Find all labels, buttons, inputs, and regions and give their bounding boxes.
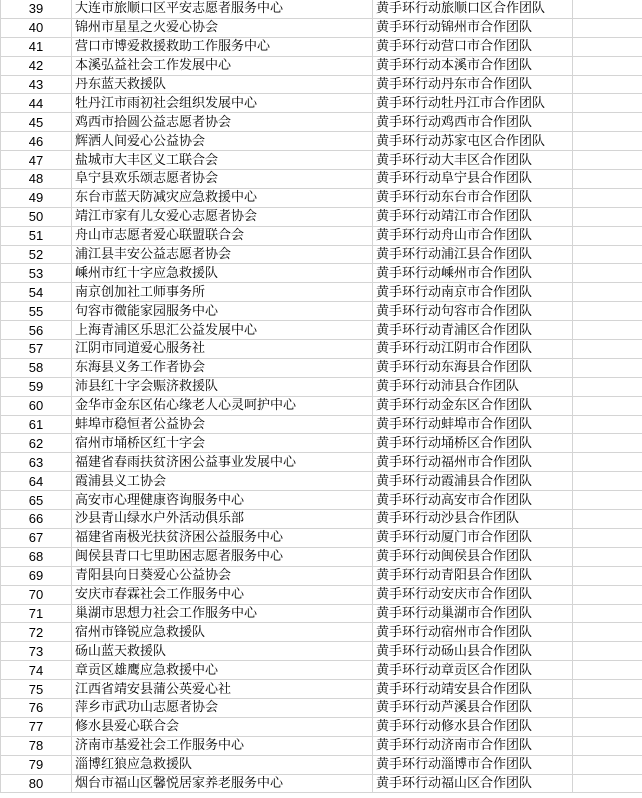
empty-cell[interactable] bbox=[573, 717, 642, 736]
partner-team-cell[interactable]: 黄手环行动高安市合作团队 bbox=[373, 491, 573, 510]
row-number-cell[interactable]: 55 bbox=[1, 302, 72, 321]
empty-cell[interactable] bbox=[573, 226, 642, 245]
row-number-cell[interactable]: 49 bbox=[1, 188, 72, 207]
row-number-cell[interactable]: 57 bbox=[1, 340, 72, 359]
partner-team-cell[interactable]: 黄手环行动闽侯县合作团队 bbox=[373, 547, 573, 566]
partner-team-cell[interactable]: 黄手环行动丹东市合作团队 bbox=[373, 75, 573, 94]
organization-name-cell[interactable]: 霞浦县义工协会 bbox=[72, 472, 373, 491]
table-row bbox=[1, 226, 642, 245]
organization-name-cell[interactable]: 福建省春雨扶贫济困公益事业发展中心 bbox=[72, 453, 373, 472]
empty-cell[interactable] bbox=[573, 755, 642, 774]
empty-cell[interactable] bbox=[573, 698, 642, 717]
row-number-cell[interactable]: 50 bbox=[1, 207, 72, 226]
partner-team-cell[interactable]: 黄手环行动嵊州市合作团队 bbox=[373, 264, 573, 283]
organization-name-cell[interactable]: 上海青浦区乐思汇公益发展中心 bbox=[72, 321, 373, 340]
table-row bbox=[1, 132, 642, 151]
row-number-cell[interactable]: 51 bbox=[1, 226, 72, 245]
table-row bbox=[1, 358, 642, 377]
partner-team-cell[interactable]: 黄手环行动南京市合作团队 bbox=[373, 283, 573, 302]
partner-team-cell[interactable]: 黄手环行动浦江县合作团队 bbox=[373, 245, 573, 264]
organization-name-cell[interactable]: 东海县义务工作者协会 bbox=[72, 358, 373, 377]
empty-cell[interactable] bbox=[573, 151, 642, 170]
empty-cell[interactable] bbox=[573, 18, 642, 37]
empty-cell[interactable] bbox=[573, 377, 642, 396]
row-number-cell[interactable]: 45 bbox=[1, 113, 72, 132]
row-number-cell[interactable]: 43 bbox=[1, 75, 72, 94]
partner-team-cell[interactable]: 黄手环行动福州市合作团队 bbox=[373, 453, 573, 472]
partner-team-cell[interactable]: 黄手环行动东海县合作团队 bbox=[373, 358, 573, 377]
partner-team-cell[interactable]: 黄手环行动本溪市合作团队 bbox=[373, 56, 573, 75]
partner-team-cell[interactable]: 黄手环行动靖安县合作团队 bbox=[373, 680, 573, 699]
partner-team-cell[interactable]: 黄手环行动青阳县合作团队 bbox=[373, 566, 573, 585]
row-number-cell[interactable]: 52 bbox=[1, 245, 72, 264]
row-number-cell[interactable]: 39 bbox=[1, 0, 72, 18]
row-number-cell[interactable]: 62 bbox=[1, 434, 72, 453]
organization-name-cell[interactable]: 萍乡市武功山志愿者协会 bbox=[72, 698, 373, 717]
row-number-cell[interactable]: 63 bbox=[1, 453, 72, 472]
empty-cell[interactable] bbox=[573, 736, 642, 755]
organization-name-cell[interactable]: 淄博红狼应急救援队 bbox=[72, 755, 373, 774]
table-row bbox=[1, 151, 642, 170]
table-row bbox=[1, 283, 642, 302]
row-number-cell[interactable]: 76 bbox=[1, 698, 72, 717]
empty-cell[interactable] bbox=[573, 491, 642, 510]
empty-cell[interactable] bbox=[573, 321, 642, 340]
empty-cell[interactable] bbox=[573, 56, 642, 75]
empty-cell[interactable] bbox=[573, 113, 642, 132]
partner-team-cell[interactable]: 黄手环行动阜宁县合作团队 bbox=[373, 170, 573, 189]
partner-team-cell[interactable]: 黄手环行动埇桥区合作团队 bbox=[373, 434, 573, 453]
empty-cell[interactable] bbox=[573, 264, 642, 283]
organization-name-cell[interactable]: 蚌埠市稳恒者公益协会 bbox=[72, 415, 373, 434]
organization-name-cell[interactable]: 济南市基爱社会工作服务中心 bbox=[72, 736, 373, 755]
table-row bbox=[1, 396, 642, 415]
row-number-cell[interactable]: 48 bbox=[1, 170, 72, 189]
row-number-cell[interactable]: 41 bbox=[1, 37, 72, 56]
table-row bbox=[1, 188, 642, 207]
organization-name-cell[interactable]: 盐城市大丰区义工联合会 bbox=[72, 151, 373, 170]
partner-team-cell[interactable]: 黄手环行动沛县合作团队 bbox=[373, 377, 573, 396]
organization-name-cell[interactable]: 砀山蓝天救援队 bbox=[72, 642, 373, 661]
table-row bbox=[1, 623, 642, 642]
table-row bbox=[1, 698, 642, 717]
table-row bbox=[1, 491, 642, 510]
row-number-cell[interactable]: 72 bbox=[1, 623, 72, 642]
partner-team-cell[interactable]: 黄手环行动蚌埠市合作团队 bbox=[373, 415, 573, 434]
partner-team-cell[interactable]: 黄手环行动砀山县合作团队 bbox=[373, 642, 573, 661]
row-number-cell[interactable]: 56 bbox=[1, 321, 72, 340]
row-number-cell[interactable]: 40 bbox=[1, 18, 72, 37]
partner-team-cell[interactable]: 黄手环行动牡丹江市合作团队 bbox=[373, 94, 573, 113]
row-number-cell[interactable]: 60 bbox=[1, 396, 72, 415]
partner-team-cell[interactable]: 黄手环行动宿州市合作团队 bbox=[373, 623, 573, 642]
partner-team-cell[interactable]: 黄手环行动句容市合作团队 bbox=[373, 302, 573, 321]
row-number-cell[interactable]: 54 bbox=[1, 283, 72, 302]
row-number-cell[interactable]: 69 bbox=[1, 566, 72, 585]
empty-cell[interactable] bbox=[573, 207, 642, 226]
organization-name-cell[interactable]: 闽侯县青口七里助困志愿者服务中心 bbox=[72, 547, 373, 566]
organization-name-cell[interactable]: 东台市蓝天防减灾应急救援中心 bbox=[72, 188, 373, 207]
organization-name-cell[interactable]: 营口市博爱救援救助工作服务中心 bbox=[72, 37, 373, 56]
organization-name-cell[interactable]: 青阳县向日葵爱心公益协会 bbox=[72, 566, 373, 585]
table-row bbox=[1, 434, 642, 453]
row-number-cell[interactable]: 79 bbox=[1, 755, 72, 774]
table-row bbox=[1, 56, 642, 75]
empty-cell[interactable] bbox=[573, 623, 642, 642]
row-number-cell[interactable]: 42 bbox=[1, 56, 72, 75]
organization-name-cell[interactable]: 修水县爱心联合会 bbox=[72, 717, 373, 736]
table-row bbox=[1, 661, 642, 680]
organization-name-cell[interactable]: 靖江市家有儿女爱心志愿者协会 bbox=[72, 207, 373, 226]
empty-cell[interactable] bbox=[573, 528, 642, 547]
empty-cell[interactable] bbox=[573, 358, 642, 377]
empty-cell[interactable] bbox=[573, 245, 642, 264]
empty-cell[interactable] bbox=[573, 774, 642, 793]
partner-team-cell[interactable]: 黄手环行动济南市合作团队 bbox=[373, 736, 573, 755]
empty-cell[interactable] bbox=[573, 283, 642, 302]
empty-cell[interactable] bbox=[573, 396, 642, 415]
organization-name-cell[interactable]: 锦州市星星之火爱心协会 bbox=[72, 18, 373, 37]
row-number-cell[interactable]: 64 bbox=[1, 472, 72, 491]
organization-name-cell[interactable]: 沙县青山绿水户外活动俱乐部 bbox=[72, 510, 373, 529]
table-row bbox=[1, 18, 642, 37]
table-row bbox=[1, 207, 642, 226]
row-number-cell[interactable]: 73 bbox=[1, 642, 72, 661]
organization-name-cell[interactable]: 辉洒人间爱心公益协会 bbox=[72, 132, 373, 151]
partner-team-cell[interactable]: 黄手环行动青浦区合作团队 bbox=[373, 321, 573, 340]
table-row bbox=[1, 736, 642, 755]
organization-name-cell[interactable]: 嵊州市红十字应急救援队 bbox=[72, 264, 373, 283]
table-row bbox=[1, 415, 642, 434]
partner-team-cell[interactable]: 黄手环行动大丰区合作团队 bbox=[373, 151, 573, 170]
organization-name-cell[interactable]: 沛县红十字会赈济救援队 bbox=[72, 377, 373, 396]
empty-cell[interactable] bbox=[573, 94, 642, 113]
organization-name-cell[interactable]: 江阴市同道爱心服务社 bbox=[72, 340, 373, 359]
row-number-cell[interactable]: 61 bbox=[1, 415, 72, 434]
row-number-cell[interactable]: 53 bbox=[1, 264, 72, 283]
table-row bbox=[1, 585, 642, 604]
table-row bbox=[1, 75, 642, 94]
partner-team-cell[interactable]: 黄手环行动修水县合作团队 bbox=[373, 717, 573, 736]
empty-cell[interactable] bbox=[573, 37, 642, 56]
partner-team-cell[interactable]: 黄手环行动旅顺口区合作团队 bbox=[373, 0, 573, 18]
partner-team-cell[interactable]: 黄手环行动锦州市合作团队 bbox=[373, 18, 573, 37]
partner-team-cell[interactable]: 黄手环行动鸡西市合作团队 bbox=[373, 113, 573, 132]
row-number-cell[interactable]: 77 bbox=[1, 717, 72, 736]
organization-name-cell[interactable]: 安庆市春霖社会工作服务中心 bbox=[72, 585, 373, 604]
empty-cell[interactable] bbox=[573, 472, 642, 491]
empty-cell[interactable] bbox=[573, 604, 642, 623]
row-number-cell[interactable]: 70 bbox=[1, 585, 72, 604]
organization-name-cell[interactable]: 舟山市志愿者爱心联盟联合会 bbox=[72, 226, 373, 245]
table-row bbox=[1, 245, 642, 264]
partner-team-cell[interactable]: 黄手环行动江阴市合作团队 bbox=[373, 340, 573, 359]
empty-cell[interactable] bbox=[573, 680, 642, 699]
table-row bbox=[1, 774, 642, 793]
empty-cell[interactable] bbox=[573, 585, 642, 604]
table-row bbox=[1, 377, 642, 396]
table-row bbox=[1, 0, 642, 18]
organization-name-cell[interactable]: 宿州市锋锐应急救援队 bbox=[72, 623, 373, 642]
partner-team-cell[interactable]: 黄手环行动福山区合作团队 bbox=[373, 774, 573, 793]
partner-team-cell[interactable]: 黄手环行动厦门市合作团队 bbox=[373, 528, 573, 547]
table-row bbox=[1, 680, 642, 699]
empty-cell[interactable] bbox=[573, 547, 642, 566]
row-number-cell[interactable]: 47 bbox=[1, 151, 72, 170]
row-number-cell[interactable]: 65 bbox=[1, 491, 72, 510]
row-number-cell[interactable]: 71 bbox=[1, 604, 72, 623]
table-body bbox=[1, 0, 642, 793]
organization-name-cell[interactable]: 丹东蓝天救援队 bbox=[72, 75, 373, 94]
organization-name-cell[interactable]: 江西省靖安县蒲公英爱心社 bbox=[72, 680, 373, 699]
partner-team-cell[interactable]: 黄手环行动东台市合作团队 bbox=[373, 188, 573, 207]
partner-team-cell[interactable]: 黄手环行动营口市合作团队 bbox=[373, 37, 573, 56]
row-number-cell[interactable]: 44 bbox=[1, 94, 72, 113]
table-row bbox=[1, 37, 642, 56]
partner-team-cell[interactable]: 黄手环行动霞浦县合作团队 bbox=[373, 472, 573, 491]
table-row bbox=[1, 528, 642, 547]
organization-name-cell[interactable]: 鸡西市拾圆公益志愿者协会 bbox=[72, 113, 373, 132]
table-row bbox=[1, 547, 642, 566]
row-number-cell[interactable]: 80 bbox=[1, 774, 72, 793]
organization-name-cell[interactable]: 宿州市埇桥区红十字会 bbox=[72, 434, 373, 453]
organization-name-cell[interactable]: 金华市金东区佑心缘老人心灵呵护中心 bbox=[72, 396, 373, 415]
row-number-cell[interactable]: 59 bbox=[1, 377, 72, 396]
empty-cell[interactable] bbox=[573, 340, 642, 359]
empty-cell[interactable] bbox=[573, 415, 642, 434]
organization-name-cell[interactable]: 浦江县丰安公益志愿者协会 bbox=[72, 245, 373, 264]
row-number-cell[interactable]: 66 bbox=[1, 510, 72, 529]
partner-team-cell[interactable]: 黄手环行动金东区合作团队 bbox=[373, 396, 573, 415]
table-row bbox=[1, 264, 642, 283]
partner-team-cell[interactable]: 黄手环行动靖江市合作团队 bbox=[373, 207, 573, 226]
table-row bbox=[1, 453, 642, 472]
partner-team-cell[interactable]: 黄手环行动沙县合作团队 bbox=[373, 510, 573, 529]
table-row bbox=[1, 510, 642, 529]
table-row bbox=[1, 302, 642, 321]
organization-name-cell[interactable]: 阜宁县欢乐颂志愿者协会 bbox=[72, 170, 373, 189]
empty-cell[interactable] bbox=[573, 510, 642, 529]
empty-cell[interactable] bbox=[573, 453, 642, 472]
partner-team-cell[interactable]: 黄手环行动苏家屯区合作团队 bbox=[373, 132, 573, 151]
row-number-cell[interactable]: 74 bbox=[1, 661, 72, 680]
organization-name-cell[interactable]: 大连市旅顺口区平安志愿者服务中心 bbox=[72, 0, 373, 18]
table-row bbox=[1, 321, 642, 340]
organization-name-cell[interactable]: 福建省南极光扶贫济困公益服务中心 bbox=[72, 528, 373, 547]
table-row bbox=[1, 472, 642, 491]
partner-team-cell[interactable]: 黄手环行动淄博市合作团队 bbox=[373, 755, 573, 774]
empty-cell[interactable] bbox=[573, 566, 642, 585]
partner-team-cell[interactable]: 黄手环行动巢湖市合作团队 bbox=[373, 604, 573, 623]
organization-name-cell[interactable]: 巢湖市思想力社会工作服务中心 bbox=[72, 604, 373, 623]
empty-cell[interactable] bbox=[573, 170, 642, 189]
table-row bbox=[1, 340, 642, 359]
organization-name-cell[interactable]: 南京创加社工师事务所 bbox=[72, 283, 373, 302]
table-row bbox=[1, 755, 642, 774]
empty-cell[interactable] bbox=[573, 302, 642, 321]
partner-team-cell[interactable]: 黄手环行动舟山市合作团队 bbox=[373, 226, 573, 245]
empty-cell[interactable] bbox=[573, 132, 642, 151]
empty-cell[interactable] bbox=[573, 661, 642, 680]
row-number-cell[interactable]: 58 bbox=[1, 358, 72, 377]
empty-cell[interactable] bbox=[573, 642, 642, 661]
organization-name-cell[interactable]: 句容市微能家园服务中心 bbox=[72, 302, 373, 321]
table-row bbox=[1, 717, 642, 736]
row-number-cell[interactable]: 75 bbox=[1, 680, 72, 699]
table-row bbox=[1, 642, 642, 661]
partner-team-cell[interactable]: 黄手环行动章贡区合作团队 bbox=[373, 661, 573, 680]
table-row bbox=[1, 566, 642, 585]
partner-team-cell[interactable]: 黄手环行动芦溪县合作团队 bbox=[373, 698, 573, 717]
table-row bbox=[1, 604, 642, 623]
empty-cell[interactable] bbox=[573, 434, 642, 453]
empty-cell[interactable] bbox=[573, 188, 642, 207]
table-row bbox=[1, 170, 642, 189]
organization-name-cell[interactable]: 章贡区雄鹰应急救援中心 bbox=[72, 661, 373, 680]
organization-name-cell[interactable]: 烟台市福山区馨悦居家养老服务中心 bbox=[72, 774, 373, 793]
row-number-cell[interactable]: 67 bbox=[1, 528, 72, 547]
partner-team-cell[interactable]: 黄手环行动安庆市合作团队 bbox=[373, 585, 573, 604]
organization-name-cell[interactable]: 本溪弘益社会工作发展中心 bbox=[72, 56, 373, 75]
row-number-cell[interactable]: 78 bbox=[1, 736, 72, 755]
empty-cell[interactable] bbox=[573, 0, 642, 18]
empty-cell[interactable] bbox=[573, 75, 642, 94]
organization-name-cell[interactable]: 牡丹江市雨初社会组织发展中心 bbox=[72, 94, 373, 113]
table-row bbox=[1, 94, 642, 113]
row-number-cell[interactable]: 46 bbox=[1, 132, 72, 151]
table-row bbox=[1, 113, 642, 132]
organization-name-cell[interactable]: 高安市心理健康咨询服务中心 bbox=[72, 491, 373, 510]
row-number-cell[interactable]: 68 bbox=[1, 547, 72, 566]
